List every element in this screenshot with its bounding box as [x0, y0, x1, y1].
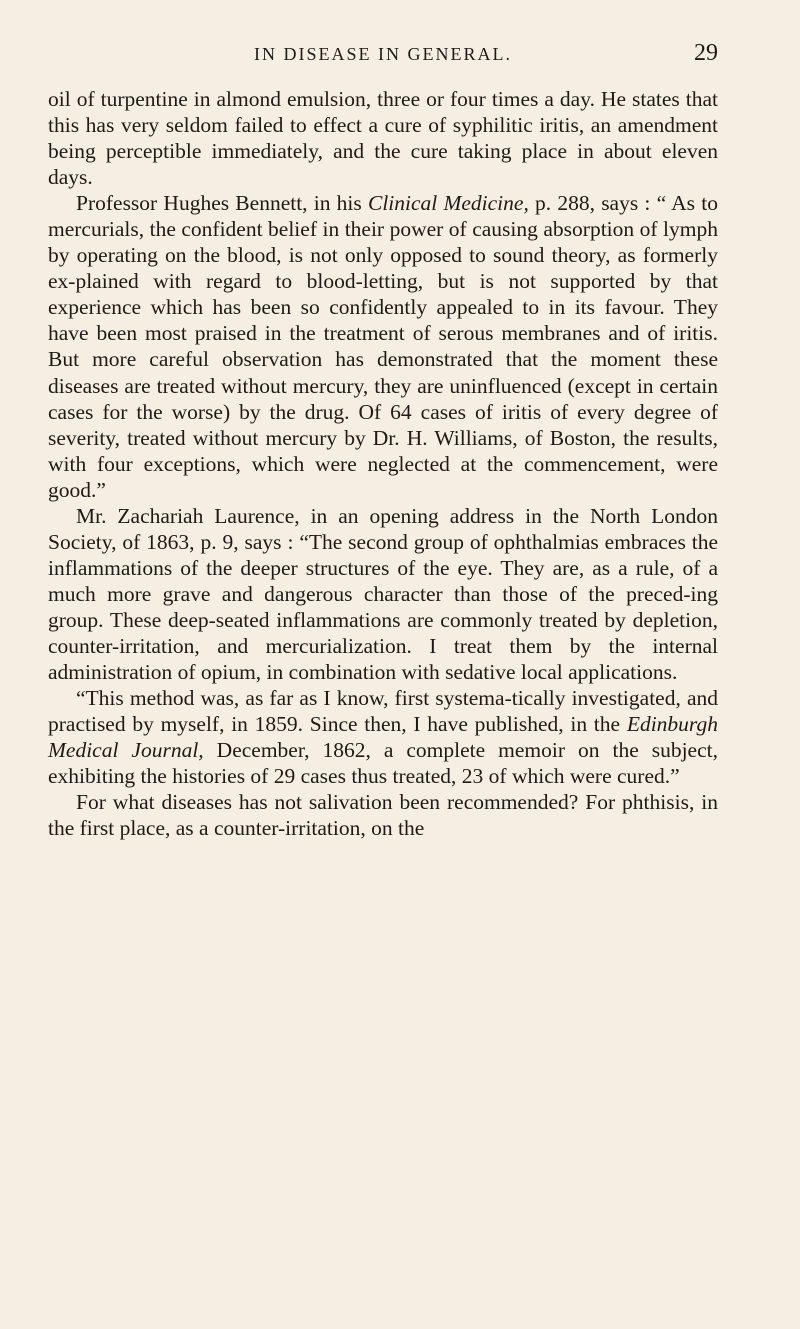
paragraph	[48, 503, 718, 685]
page-number: 29	[694, 40, 718, 66]
text-run: “This method was, as far as I know, first systema-tically investigated, and practised by myself, in 1859. Since then, I have published, in the	[48, 686, 718, 737]
text-run: December, 1862, a complete memoir on the subject, exhibiting the histories of 29 cases thus treated, 23 of which were cured.”	[48, 738, 718, 789]
text-run: For what diseases has not salivation been recommended? For phthisis, in the first place, as a counter-irritation, on the	[48, 790, 718, 841]
page-header	[48, 40, 718, 74]
paragraph	[48, 789, 718, 841]
text-run: p. 288, says : “ As to mercurials, the confident belief in their power of causing absorption of lymph by operating on the blood, is not only opposed to sound theory, as formerly ex-plained with regard to blood-letting, but is not supported by that experience which has been so confidently appealed to in its favour. They have been most praised in the treatment of serous membranes and of iritis. But more careful observation has demonstrated that the moment these diseases are treated without mercury, they are uninfluenced (except in certain cases for the worse) by the drug. Of 64 cases of iritis of every degree of severity, treated without mercury by Dr. H. Williams, of Boston, the results, with four exceptions, which were neglected at the commencement, were good.”	[48, 191, 718, 502]
italic-title: Edinburgh Medical Journal,	[48, 712, 718, 763]
paragraph	[48, 685, 718, 789]
running-title: IN DISEASE IN GENERAL.	[254, 44, 512, 64]
text-run: oil of turpentine in almond emulsion, three or four times a day. He states that this has very seldom failed to effect a cure of syphilitic iritis, an amendment being perceptible immediately, and the cure taking place in about eleven days.	[48, 87, 718, 190]
body-text	[48, 86, 718, 841]
paragraph	[48, 86, 718, 190]
paragraph	[48, 190, 718, 503]
italic-title: Clinical Medicine,	[367, 191, 529, 216]
text-run: Mr. Zachariah Laurence, in an opening address in the North London Society, of 1863, p. 9, says : “The second group of ophthalmias embraces the inflammations of the deeper structures of the eye. They are, as a rule, of a much more grave and dangerous character than those of the preced-ing group. These deep-seated inflammations are commonly treated by depletion, counter-irritation, and mercurialization. I treat them by the internal administration of opium, in combination with sedative local applications.	[48, 503, 718, 685]
text-run: Professor Hughes Bennett, in his	[76, 191, 368, 216]
